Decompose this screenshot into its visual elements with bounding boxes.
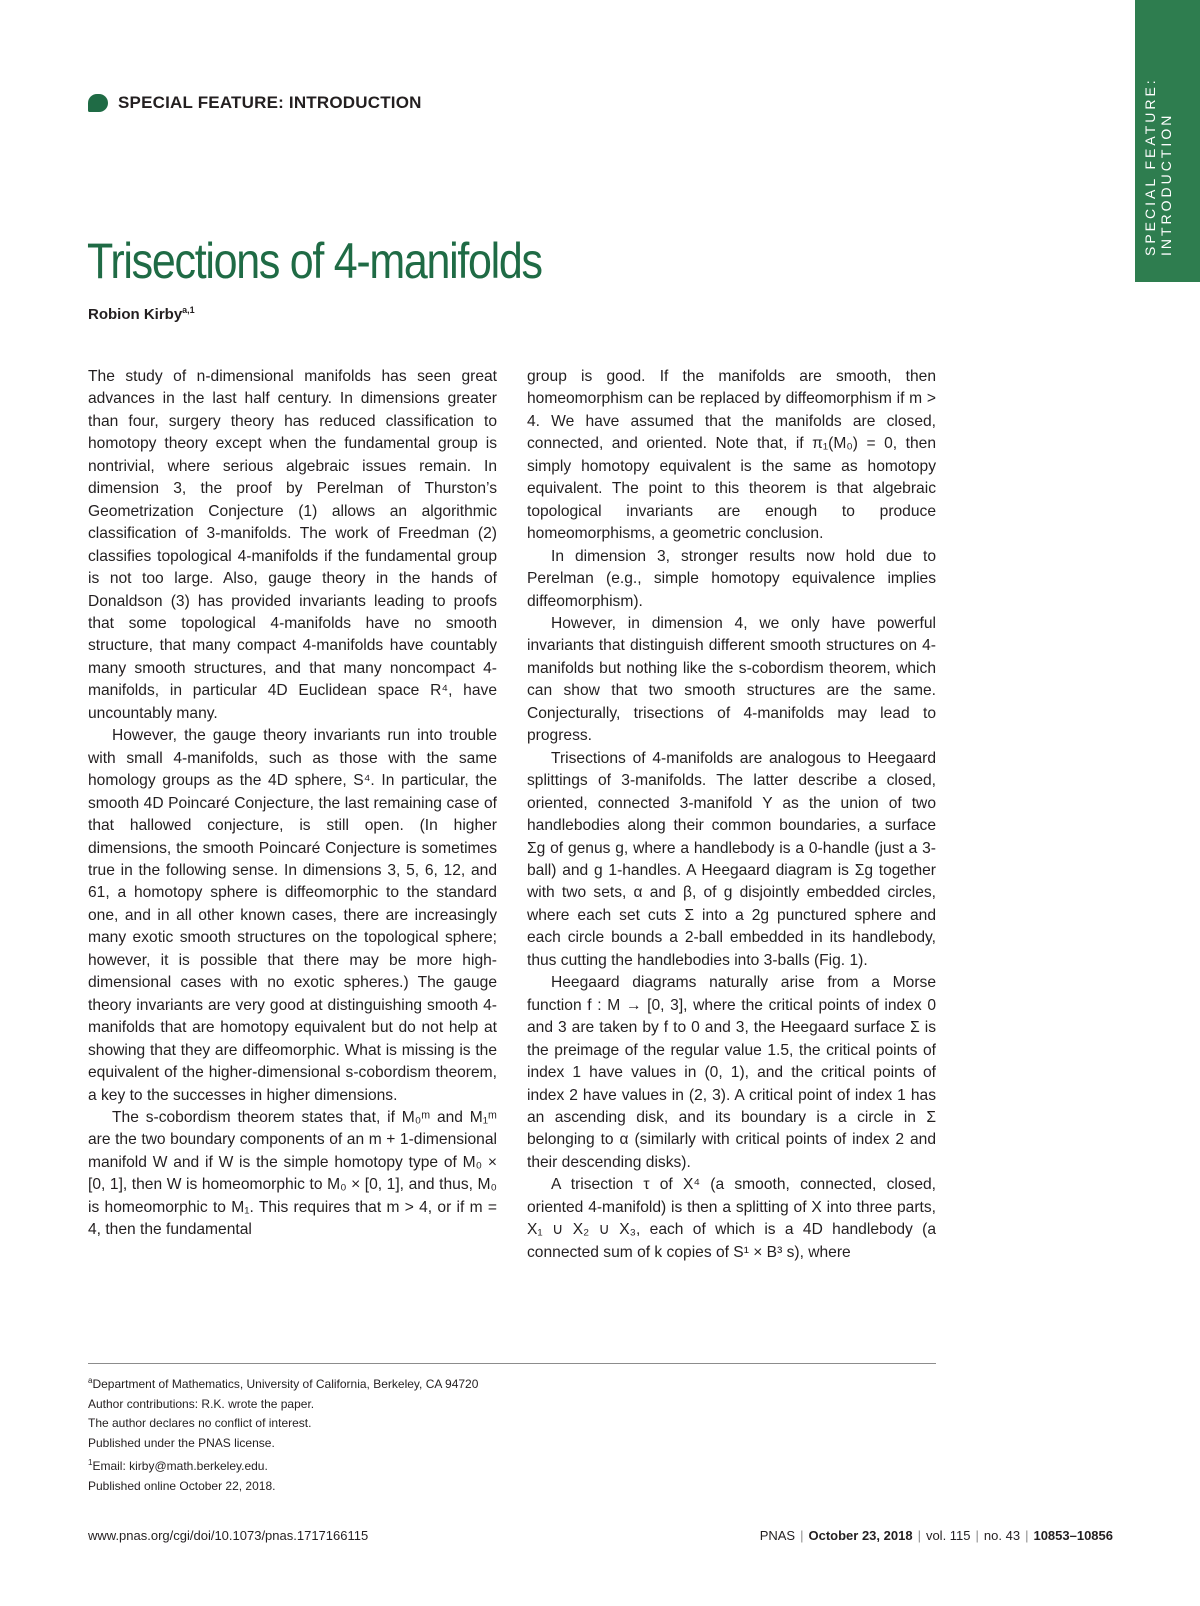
paragraph: Heegaard diagrams naturally arise from a Morse function f : M → [0, 3], where the critical points of index 0 and 3 are taken by f to 0 and 3, the Heegaard surface Σ is the preimage of the regular value 1.5, the critical points of index 1 have values in (0, 1), and the critical points of index 2 have values in (2, 3). A critical point of index 1 has an ascending disk, and its boundary is a circle in Σ belonging to α (similarly with critical points of index 2 and their descending disks). [527,974,936,1171]
author-line [88,305,195,323]
footnotes [88,1371,478,1496]
article-title: Trisections of 4-manifolds [87,233,542,289]
footnote-affiliation: $^a$Department of Mathematics, University of California, Berkeley, CA 94720 [88,1376,479,1391]
side-tab-line1: SPECIAL FEATURE: [1142,77,1158,256]
journal-citation: PNAS | October 23, 2018 | vol. 115 | no. 43 | 10853–10856 [759,1528,1113,1543]
paragraph: Trisections of 4-manifolds are analogous to Heegaard splittings of 3-manifolds. The latter describe a closed, oriented, connected 3-manifold Y as the union of two handlebodies along their common boundaries, a surface Σg of genus g, where a handlebody is a 0-handle (just a 3-ball) and g 1-handles. A Heegaard diagram is Σg together with two sets, α and β, of g disjointly embedded circles, where each set cuts Σ into a 2g punctured sphere and each circle bounds a 2-ball embedded in its handlebody, thus cutting the handlebodies into 3-balls (Fig. 1). [527,749,936,969]
paragraph: In dimension 3, stronger results now hold due to Perelman (e.g., simple homotopy equivalence implies diffeomorphism). [527,547,936,610]
paragraph: However, in dimension 4, we only have powerful invariants that distinguish different smooth structures on 4-manifolds but nothing like the s-cobordism theorem, which can show that two smooth structures are the same. Conjecturally, trisections of 4-manifolds may lead to progress. [527,614,936,745]
footnote-published-online: Published online October 22, 2018. [88,1478,276,1493]
body-column-left [88,366,497,1242]
issue-date: October 23, 2018 [808,1528,913,1543]
footnote-contributions: Author contributions: R.K. wrote the paper. [88,1396,315,1411]
journal-name: PNAS [759,1528,796,1543]
side-tab-label [1142,77,1174,256]
page-range: 10853–10856 [1033,1528,1113,1543]
doi-link[interactable]: www.pnas.org/cgi/doi/10.1073/pnas.1717166115 [88,1528,369,1543]
footnote-license: Published under the PNAS license. [88,1435,275,1450]
volume: vol. 115 [925,1528,971,1543]
footnote-email: $^1$Email: kirby@math.berkeley.edu. [88,1458,268,1473]
footnote-conflict: The author declares no conflict of interest. [88,1416,312,1430]
paragraph: The study of n-dimensional manifolds has seen great advances in the last half century. In dimensions greater than four, surgery theory has reduced classification to homotopy theory except when the fundamental group is nontrivial, where serious algebraic issues remain. In dimension 3, the proof by Perelman of Thurston’s Geometrization Conjecture (1) allows an algorithmic classification of 3-manifolds. The work of Freedman (2) classifies topological 4-manifolds if the fundamental group is not too large. Also, gauge theory in the hands of Donaldson (3) has provided invariants leading to proofs that some topological 4-manifolds have no smooth structure, that many compact 4-manifolds have countably many smooth structures, and that many noncompact 4-manifolds, in particular 4D Euclidean space R⁴, have uncountably many. [88,368,497,722]
footnote-mark: 1 [88,1458,93,1467]
speech-bubble-icon [88,94,108,112]
section-label [88,93,422,113]
footnote-divider [88,1363,936,1364]
footnote-mark: a [88,1376,93,1385]
paragraph: However, the gauge theory invariants run into trouble with small 4-manifolds, such as those with the same homology groups as the 4D sphere, S⁴. In particular, the smooth 4D Poincaré Conjecture, the last remaining case of that hallowed conjecture, is still open. (In higher dimensions, the smooth Poincaré Conjecture is sometimes true in the following sense. In dimensions 3, 5, 6, 12, and 61, a homotopy sphere is diffeomorphic to the standard one, and in all other known cases, there are increasingly many exotic smooth structures on the topological sphere; however, it is possible that there may be more high-dimensional cases with no exotic spheres.) The gauge theory invariants are very good at distinguishing smooth 4-manifolds that are homotopy equivalent but do not help at showing that they are diffeomorphic. What is missing is the equivalent of the higher-dimensional s-cobordism theorem, a key to the successes in higher dimensions. [88,727,497,1104]
body-column-right [527,366,936,1264]
author-name: Robion Kirby [88,306,183,323]
author-affiliation-marks: a,1 [182,305,195,315]
section-label-text: SPECIAL FEATURE: INTRODUCTION [118,93,422,112]
paragraph: A trisection τ of X⁴ (a smooth, connected, closed, oriented 4-manifold) is then a splitting of X into three parts, X₁ ∪ X₂ ∪ X₃, each of which is a 4D handlebody (a connected sum of k copies of S¹ × B³ s), where [527,1176,936,1261]
issue-number: no. 43 [983,1528,1021,1543]
side-tab-line2: INTRODUCTION [1158,112,1174,256]
paragraph: The s-cobordism theorem states that, if M₀ᵐ and M₁ᵐ are the two boundary components of an m + 1-dimensional manifold W and if W is the simple homotopy type of M₀ × [0, 1], then W is homeomorphic to M₀ × [0, 1], and thus, M₀ is homeomorphic to M₁. This requires that m > 4, or if m = 4, then the fundamental [88,1108,497,1239]
paragraph: group is good. If the manifolds are smooth, then homeomorphism can be replaced by diffeomorphism if m > 4. We have assumed that the manifolds are closed, connected, and oriented. Note that, if π₁(M₀) = 0, then simply homotopy equivalent is the same as homotopy equivalent. The point to this theorem is that algebraic topological invariants are enough to produce homeomorphisms, a geometric conclusion. [527,368,936,543]
